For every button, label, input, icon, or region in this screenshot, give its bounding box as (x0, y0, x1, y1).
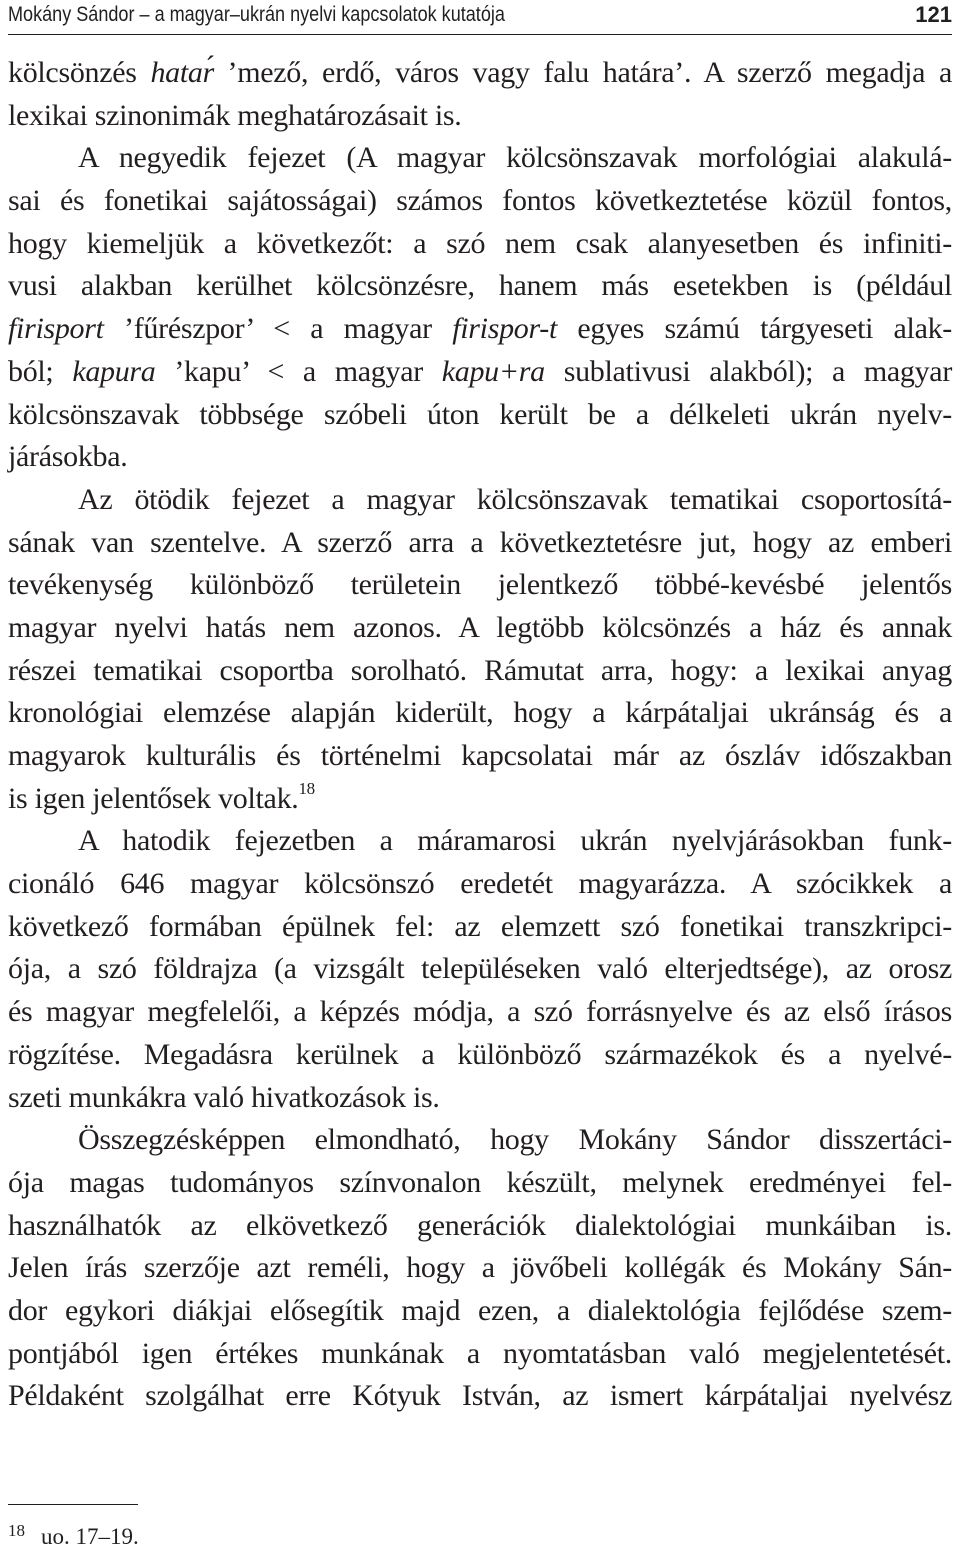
text-line (8, 180, 952, 223)
text-segment: Példaként szolgálhat erre Kótyuk István, az ismert kárpátaljai nyelvész (8, 1379, 952, 1413)
page-number: 121 (915, 2, 952, 27)
text-segment: Jelen írás szerzője azt reméli, hogy a jövőbeli kollégák és Mokány Sán- (8, 1251, 952, 1285)
footnote-text: uo. 17–19. (41, 1524, 139, 1549)
running-header (8, 0, 952, 35)
text-line (8, 394, 952, 437)
text-line (8, 735, 952, 778)
text-segment: ’fűrészpor’ < a magyar (103, 312, 453, 346)
text-line (8, 436, 952, 479)
text-segment: ója magas tudományos színvonalon készült, melynek eredményei fel- (8, 1165, 952, 1199)
text-line (8, 991, 952, 1034)
text-segment: magyar nyelvi hatás nem azonos. A legtöbb kölcsönzés a ház és annak (8, 610, 952, 644)
footnote (8, 1523, 139, 1553)
text-segment: következő formában épülnek fel: az elemzett szó fonetikai transzkripci- (8, 909, 952, 943)
text-segment: A negyedik fejezet (A magyar kölcsönszavak morfológiai alakulá- (78, 141, 952, 175)
running-title: Mokány Sándor – a magyar–ukrán nyelvi kapcsolatok kutatója (8, 3, 505, 26)
text-line (8, 52, 952, 95)
text-segment: vusi alakban kerülhet kölcsönzésre, hanem más esetekben is (például (8, 269, 952, 303)
text-line (8, 1034, 952, 1077)
text-segment: tevékenység különböző területein jelentkező többé-kevésbé jelentős (8, 568, 952, 602)
text-segment: sának van szentelve. A szerző arra a következtetésre jut, hogy az emberi (8, 525, 952, 559)
footnote-rule (8, 1504, 138, 1505)
text-line (8, 1077, 952, 1120)
text-line (8, 650, 952, 693)
text-segment: Összegzésképpen elmondható, hogy Mokány Sándor disszertáci- (78, 1123, 952, 1157)
text-segment: ója, a szó földrajza (a vizsgált településeken való elterjedtsége), az orosz (8, 952, 952, 986)
text-segment: szeti munkákra való hivatkozások is. (8, 1080, 440, 1114)
text-segment: és magyar megfelelői, a képzés módja, a szó forrásnyelve és az első írásos (8, 995, 952, 1029)
italic-term: hatar (150, 56, 214, 89)
text-line (8, 1162, 952, 1205)
italic-term: kapura (72, 354, 156, 388)
text-segment: használhatók az elkövetkező generációk dialektológiai munkáiban is. (8, 1208, 952, 1242)
text-line (8, 863, 952, 906)
text-line (8, 351, 952, 394)
text-line (8, 1375, 952, 1418)
text-segment: is igen jelentősek voltak. (8, 781, 299, 815)
text-segment: Az ötödik fejezet a magyar kölcsönszavak tematikai csoportosítá- (78, 482, 952, 516)
text-segment: ’kapu’ < a magyar (155, 354, 442, 388)
text-line (8, 1333, 952, 1376)
text-segment: ból; (8, 354, 73, 388)
text-segment: cionáló 646 magyar kölcsönszó eredetét magyarázza. A szócikkek a (8, 867, 952, 901)
text-line (8, 223, 952, 266)
text-segment: hogy kiemeljük a következőt: a szó nem csak alanyesetben és infiniti- (8, 226, 952, 260)
text-line (8, 308, 952, 351)
text-line (8, 1290, 952, 1333)
text-segment: részei tematikai csoportba sorolható. Rámutat arra, hogy: a lexikai anyag (8, 653, 952, 687)
text-segment: egyes számú tárgyeseti alak- (556, 312, 952, 346)
text-segment: sublativusi alakból); a magyar (544, 354, 953, 388)
footnote-reference: 18 (298, 778, 315, 798)
text-line (8, 479, 952, 522)
text-line (8, 948, 952, 991)
text-segment: kölcsönszavak többsége szóbeli úton került be a délkeleti ukrán nyelv- (8, 397, 952, 431)
text-segment: pontjából igen értékes munkának a nyomtatásban való megjelentetését. (8, 1336, 952, 1370)
text-segment: A hatodik fejezetben a máramarosi ukrán nyelvjárásokban funk- (78, 824, 952, 858)
text-segment: járásokba. (8, 440, 128, 474)
text-line (8, 1119, 952, 1162)
text-segment: dor egykori diákjai elősegítik majd ezen, a dialektológia fejlődése szem- (8, 1293, 952, 1327)
text-line (8, 564, 952, 607)
text-line (8, 265, 952, 308)
italic-term: kapu+ra (441, 354, 545, 388)
text-line (8, 1247, 952, 1290)
text-segment: rögzítése. Megadásra kerülnek a különböző származékok és a nyelvé- (8, 1037, 952, 1071)
text-segment: lexikai szinonimák meghatározásait is. (8, 98, 462, 132)
text-segment: kölcsönzés (8, 56, 151, 89)
text-segment: sai és fonetikai sajátosságai) számos fontos következtetése közül fontos, (8, 184, 952, 218)
text-segment: magyarok kulturális és történelmi kapcsolatai már az ószláv időszakban (8, 739, 952, 772)
text-line (8, 692, 952, 735)
text-segment: ́ ’mező, erdő, város vagy falu határa’. A szerző megadja a (214, 56, 952, 89)
italic-term: firisport (8, 312, 104, 346)
text-line (8, 906, 952, 949)
text-line (8, 137, 952, 180)
text-line (8, 820, 952, 863)
italic-term: firispor-t (452, 312, 557, 346)
text-line (8, 1205, 952, 1248)
footnote-number: 18 (8, 1521, 25, 1540)
body-text (8, 52, 952, 1418)
text-segment: kronológiai elemzése alapján kiderült, hogy a kárpátaljai ukránság és a (8, 696, 952, 730)
text-line (8, 522, 952, 565)
text-line (8, 778, 952, 821)
text-line (8, 95, 952, 138)
text-line (8, 607, 952, 650)
